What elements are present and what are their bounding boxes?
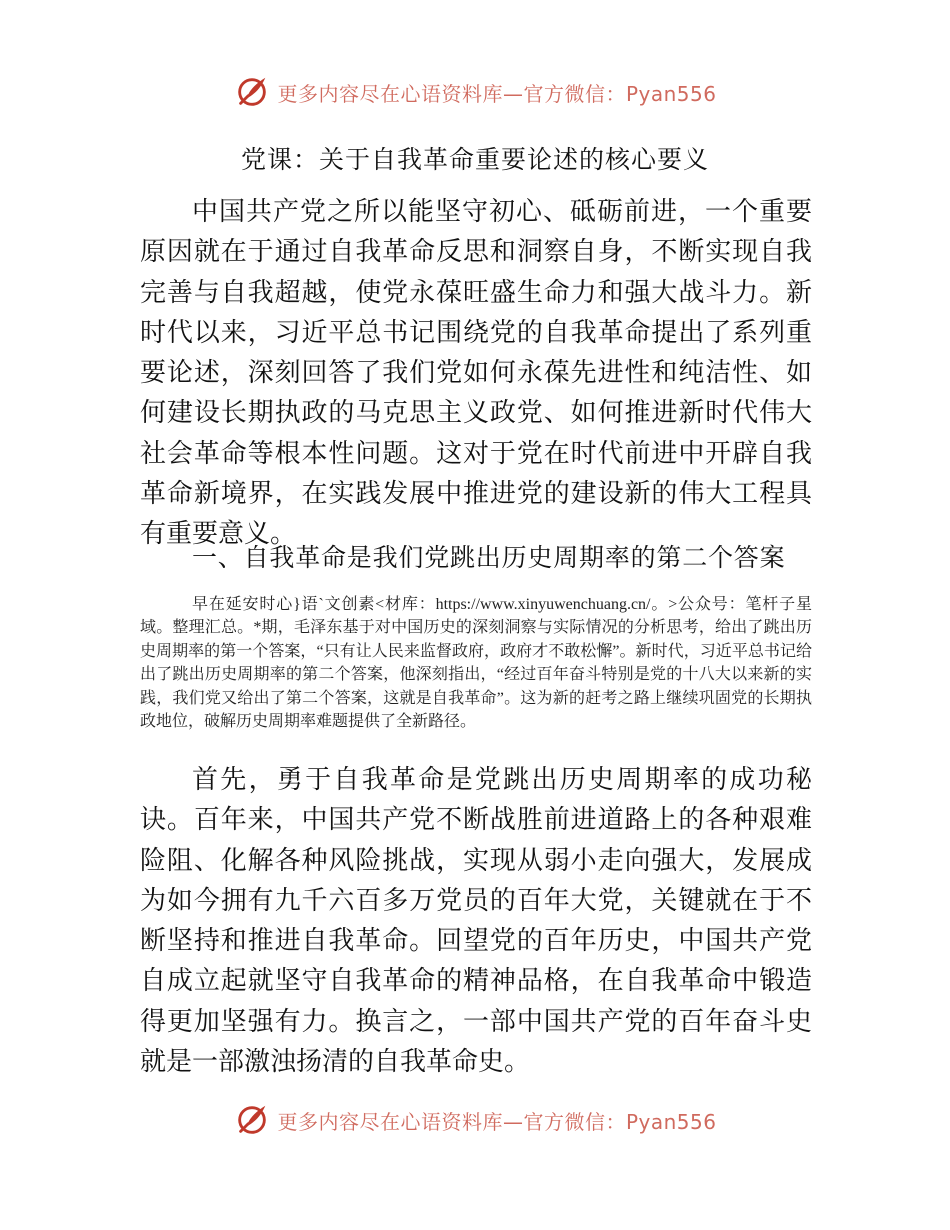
- body-paragraph-2: 首先，勇于自我革命是党跳出历史周期率的成功秘诀。百年来，中国共产党不断战胜前进道路上的各种艰难险阻、化解各种风险挑战，实现从弱小走向强大，发展成为如今拥有九千六百多万党员的百年大党，关键就在于不断坚持和推进自我革命。回望党的百年历史，中国共产党自成立起就坚守自我革命的精神品格，在自我革命中锻造得更加坚强有力。换言之，一部中国共产党的百年奋斗史就是一部激浊扬清的自我革命史。: [140, 765, 812, 1078]
- quill-logo-icon: [233, 73, 271, 111]
- section-heading: 一、自我革命是我们党跳出历史周期率的第二个答案: [192, 543, 786, 572]
- body-paragraph-1: 中国共产党之所以能坚守初心、砥砺前进，一个重要原因就在于通过自我革命反思和洞察自身，不断实现自我完善与自我超越，使党永葆旺盛生命力和强大战斗力。新时代以来，习近平总书记围绕党的自我革命提出了系列重要论述，深刻回答了我们党如何永葆先进性和纯洁性、如何建设长期执政的马克思主义政党、如何推进新时代伟大社会革命等根本性问题。这对于党在时代前进中开辟自我革命新境界，在实践发展中推进党的建设新的伟大工程具有重要意义。: [140, 197, 812, 550]
- footer-banner-text: 更多内容尽在心语资料库—官方微信：Pyan556: [277, 1109, 717, 1134]
- page-title: 党课：关于自我革命重要论述的核心要义: [240, 145, 709, 174]
- small-paragraph: 早在延安时心}语`文创素<材库：https://www.xinyuwenchuang.cn/。>公众号：笔杆子星域。整理汇总。*期，毛泽东基于对中国历史的深刻洞察与实际情况的分析思考，给出了跳出历史周期率的第一个答案，“只有让人民来监督政府，政府才不敢松懈”。新时代，习近平总书记给出了跳出历史周期率的第二个答案，他深刻指出，“经过百年奋斗特别是党的十八大以来新的实践，我们党又给出了第二个答案，这就是自我革命”。这为新的赶考之路上继续巩固党的长期执政地位，破解历史周期率难题提供了全新路径。: [140, 596, 812, 731]
- header-banner-text: 更多内容尽在心语资料库—官方微信：Pyan556: [277, 81, 717, 106]
- header-banner: [0, 70, 950, 114]
- quill-logo-icon: [233, 1101, 271, 1139]
- footer-banner: [0, 1098, 950, 1142]
